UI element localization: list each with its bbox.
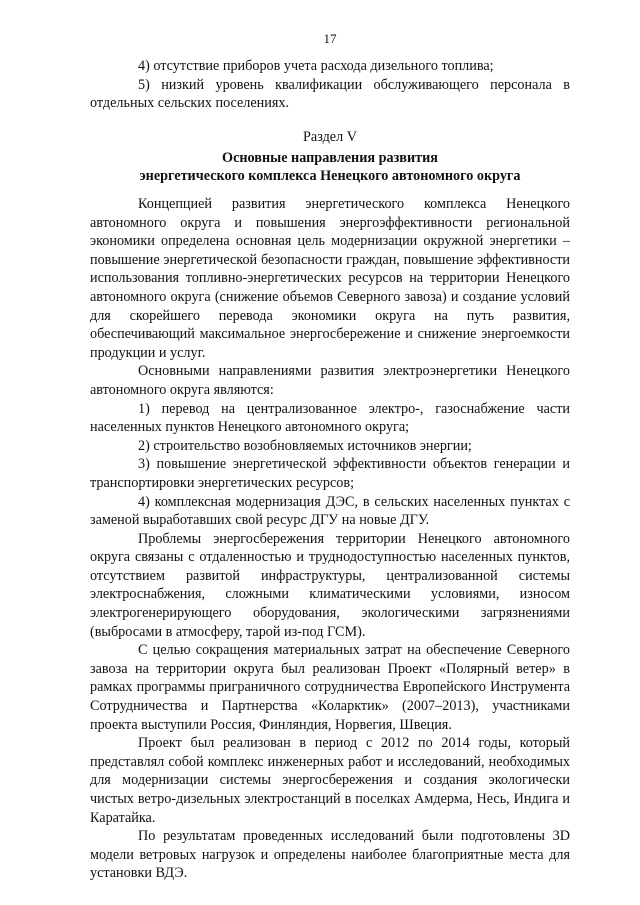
paragraph: Концепцией развития энергетического комплекса Ненецкого автономного округа и повышения энергоэффективности региональной экономики определена основная цель модернизации окружной энергетики – повышение энергетической безопасности граждан, повышение эффективности использования топливно-энергетических ресурсов на территории Ненецкого автономного округа (снижение объемов Северного завоза) и создание условий для скорейшего перевода экономики округа на путь развития, обеспечивающий максимальное энергосбережение и снижение энергоемкости продукции и услуг. xyxy=(90,196,570,361)
list-item: 4) комплексная модернизация ДЭС, в сельских населенных пунктах с заменой выработавших свой ресурс ДГУ на новые ДГУ. xyxy=(90,493,570,529)
list-item: 1) перевод на централизованное электро-, газоснабжение части населенных пунктов Ненецкого автономного округа; xyxy=(90,400,570,436)
paragraph: Проект был реализован в период с 2012 по 2014 годы, который представлял собой комплекс инженерных работ и исследований, необходимых для модернизации системы энергосбережения и создания экологически чистых ветро-дизельных электростанций в поселках Амдерма, Несь, Индига и Каратайка. xyxy=(90,735,570,826)
paragraph: Основными направлениями развития электроэнергетики Ненецкого автономного округа являются: xyxy=(90,363,570,398)
list-item: 3) повышение энергетической эффективности объектов генерации и транспортировки энергетических ресурсов; xyxy=(90,456,570,491)
intro-item: 4) отсутствие приборов учета расхода дизельного топлива; xyxy=(138,58,494,74)
paragraph: По результатам проведенных исследований были подготовлены 3D модели ветровых нагрузок и определены наиболее благоприятные места для установки ВДЭ. xyxy=(90,828,570,882)
paragraph: Проблемы энергосбережения территории Ненецкого автономного округа связаны с отдаленностью и труднодоступностью населенных пунктов, отсутствием развитой инфраструктуры, централизованной системы электроснабжения, сложными климатическими условиями, износом электрогенерирующего оборудования, экологическими загрязнениями (выбросами в атмосферу, тарой из-под ГСМ). xyxy=(90,530,570,640)
intro-item: 5) низкий уровень квалификации обслуживающего персонала в отдельных сельских поселениях. xyxy=(90,76,570,112)
page-number: 17 xyxy=(323,31,337,46)
section-body xyxy=(90,195,570,883)
paragraph: С целью сокращения материальных затрат на обеспечение Северного завоза на территории округа был реализован Проект «Полярный ветер» в рамках программы приграничного сотрудничества Европейского Инструмента Сотрудничества и Партнерства «Коларктик» (2007–2013), участниками проекта выступили Россия, Финляндия, Норвегия, Швеция. xyxy=(90,642,570,733)
section-label: Раздел V xyxy=(303,129,357,145)
section-heading xyxy=(90,128,570,186)
section-title-line1: Основные направления развития xyxy=(222,149,438,166)
section-title-line2: энергетического комплекса Ненецкого автономного округа xyxy=(139,168,521,185)
intro-list xyxy=(90,57,570,113)
list-item: 2) строительство возобновляемых источников энергии; xyxy=(138,437,472,454)
